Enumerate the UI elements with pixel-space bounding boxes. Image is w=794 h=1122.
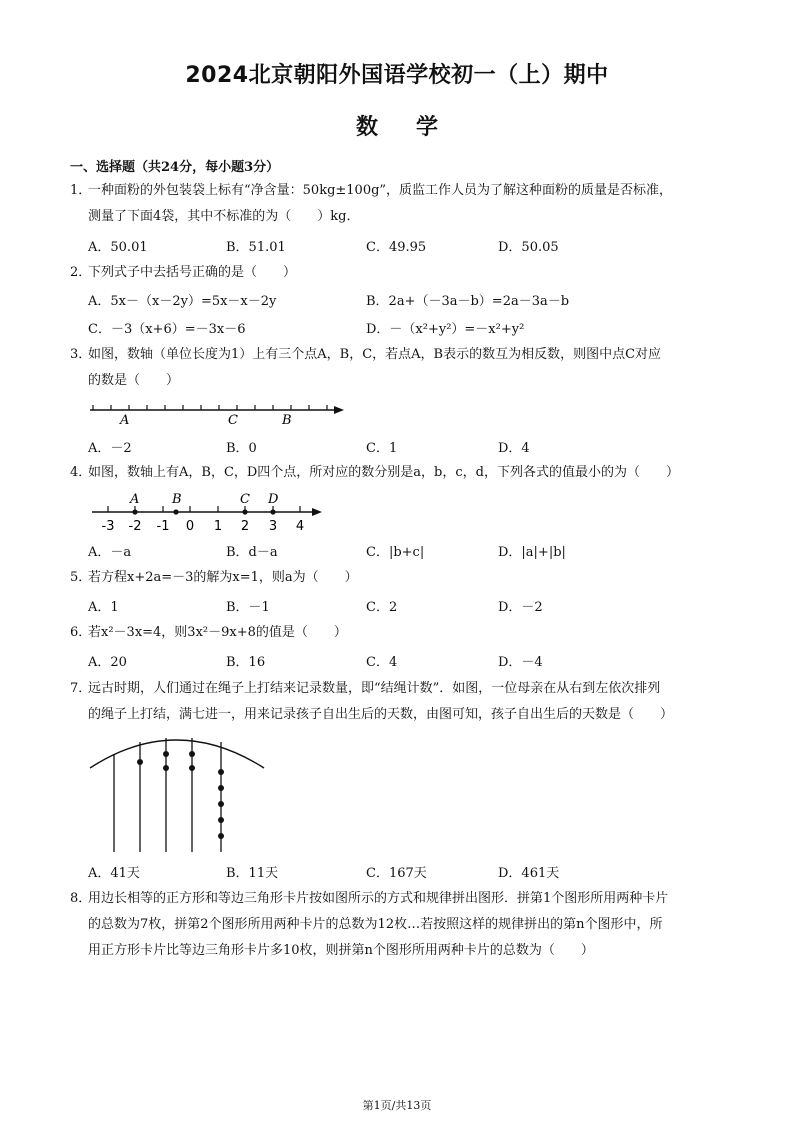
- point-d-label: D: [268, 492, 279, 507]
- option-a[interactable]: A．－2: [88, 441, 132, 456]
- question-text: 若方程x+2a=－3的解为x=1，则a为（ ）: [88, 570, 358, 585]
- option-a[interactable]: A．5x－（x－2y）=5x－x－2y: [88, 294, 277, 309]
- point-c-label: C: [228, 413, 238, 428]
- question-4: [70, 460, 724, 486]
- question-8: [70, 886, 724, 964]
- tick-label: -2: [128, 519, 142, 534]
- option-c[interactable]: C．1: [366, 441, 398, 456]
- option-c[interactable]: C．49.95: [366, 240, 427, 255]
- question-text: 如图，数轴（单位长度为1）上有三个点A，B，C，若点A，B表示的数互为相反数，则图中点C对应: [88, 347, 662, 362]
- option-b[interactable]: B．0: [226, 441, 257, 456]
- question-2-options-row1: [88, 290, 728, 312]
- question-text: 测量了下面4袋，其中不标准的为（ ）kg．: [88, 209, 360, 224]
- question-4-options: [88, 541, 728, 563]
- point-a-label: A: [130, 492, 140, 507]
- option-d[interactable]: D．－2: [498, 600, 543, 615]
- question-text: 的绳子上打结，满七进一，用来记录孩子自出生后的天数，由图可知，孩子自出生后的天数是（ ）: [88, 707, 674, 722]
- tick-label: 4: [295, 519, 305, 534]
- tick-label: 3: [268, 519, 278, 534]
- tick-label: -3: [101, 519, 115, 534]
- tick-label: 0: [185, 519, 195, 534]
- point-a-label: A: [120, 413, 130, 428]
- option-b[interactable]: B．11天: [226, 866, 279, 881]
- option-c[interactable]: C．－3（x+6）=－3x－6: [88, 322, 246, 337]
- point-b-label: B: [172, 492, 182, 507]
- option-b[interactable]: B．51.01: [226, 240, 286, 255]
- point-b-label: B: [282, 413, 292, 428]
- section-heading: 一、选择题（共24分，每小题3分）: [70, 160, 280, 175]
- question-1-options: [88, 236, 728, 258]
- page-title: 2024北京朝阳外国语学校初一（上）期中: [185, 63, 609, 88]
- question-7-options: [88, 862, 728, 884]
- point-c-label: C: [240, 492, 250, 507]
- question-text: 的总数为7枚，拼第2个图形所用两种卡片的总数为12枚…若按照这样的规律拼出的第n个图形中，所: [88, 917, 663, 932]
- question-number: 1．: [70, 183, 92, 198]
- option-d[interactable]: D．4: [498, 441, 530, 456]
- tick-label: 2: [240, 519, 250, 534]
- question-number: 2．: [70, 265, 92, 280]
- question-text: 若x²－3x=4，则3x²－9x+8的值是（ ）: [88, 625, 347, 640]
- option-a[interactable]: A．20: [88, 655, 127, 670]
- knot-counting-figure: [88, 730, 268, 856]
- option-b[interactable]: B．16: [226, 655, 266, 670]
- option-d[interactable]: D．50.05: [498, 240, 559, 255]
- option-d[interactable]: D．－（x²+y²）=－x²+y²: [366, 322, 525, 337]
- option-a[interactable]: A．－a: [88, 545, 132, 560]
- option-d[interactable]: D．461天: [498, 866, 560, 881]
- question-2: [70, 260, 724, 286]
- option-d[interactable]: D．|a|+|b|: [498, 545, 566, 560]
- question-3: [70, 342, 724, 394]
- option-b[interactable]: B．－1: [226, 600, 270, 615]
- question-number: 7．: [70, 681, 92, 696]
- question-text: 远古时期，人们通过在绳子上打结来记录数量，即“结绳计数”．如图，一位母亲在从右到左依次排列: [88, 681, 661, 696]
- question-7: [70, 676, 724, 728]
- option-a[interactable]: A．1: [88, 600, 119, 615]
- question-5: [70, 565, 724, 591]
- option-c[interactable]: C．167天: [366, 866, 427, 881]
- subject-title: 数学: [355, 115, 476, 140]
- option-c[interactable]: C．4: [366, 655, 398, 670]
- question-text: 如图，数轴上有A，B，C，D四个点，所对应的数分别是a，b，c，d，下列各式的值最小的为（ ）: [88, 465, 679, 480]
- option-a[interactable]: A．50.01: [88, 240, 148, 255]
- question-text: 的数是（ ）: [88, 373, 180, 388]
- question-2-options-row2: [88, 318, 728, 340]
- question-text: 用正方形卡片比等边三角形卡片多10枚，则拼第n个图形所用两种卡片的总数为（ ）: [88, 943, 594, 958]
- number-line-figure-q3: [88, 398, 352, 430]
- tick-label: -1: [156, 519, 170, 534]
- question-number: 4．: [70, 465, 92, 480]
- question-6: [70, 620, 724, 646]
- question-text: 下列式子中去括号正确的是（ ）: [88, 265, 297, 280]
- tick-label: 1: [213, 519, 223, 534]
- page-footer: 第1页/共13页: [362, 1099, 432, 1112]
- question-5-options: [88, 596, 728, 618]
- number-line-figure-q4: [90, 490, 330, 534]
- option-b[interactable]: B．d－a: [226, 545, 278, 560]
- question-1: [70, 178, 724, 230]
- question-3-options: [88, 437, 728, 459]
- option-b[interactable]: B．2a+（－3a－b）=2a－3a－b: [366, 294, 570, 309]
- question-number: 5．: [70, 570, 92, 585]
- question-number: 3．: [70, 347, 92, 362]
- question-number: 8．: [70, 891, 92, 906]
- option-d[interactable]: D．－4: [498, 655, 543, 670]
- question-6-options: [88, 651, 728, 673]
- option-a[interactable]: A．41天: [88, 866, 140, 881]
- option-c[interactable]: C．|b+c|: [366, 545, 425, 560]
- question-number: 6．: [70, 625, 92, 640]
- question-text: 用边长相等的正方形和等边三角形卡片按如图所示的方式和规律拼出图形．拼第1个图形所用两种卡片: [88, 891, 669, 906]
- question-text: 一种面粉的外包装袋上标有“净含量：50kg±100g”，质监工作人员为了解这种面粉的质量是否标准，: [88, 183, 673, 198]
- option-c[interactable]: C．2: [366, 600, 398, 615]
